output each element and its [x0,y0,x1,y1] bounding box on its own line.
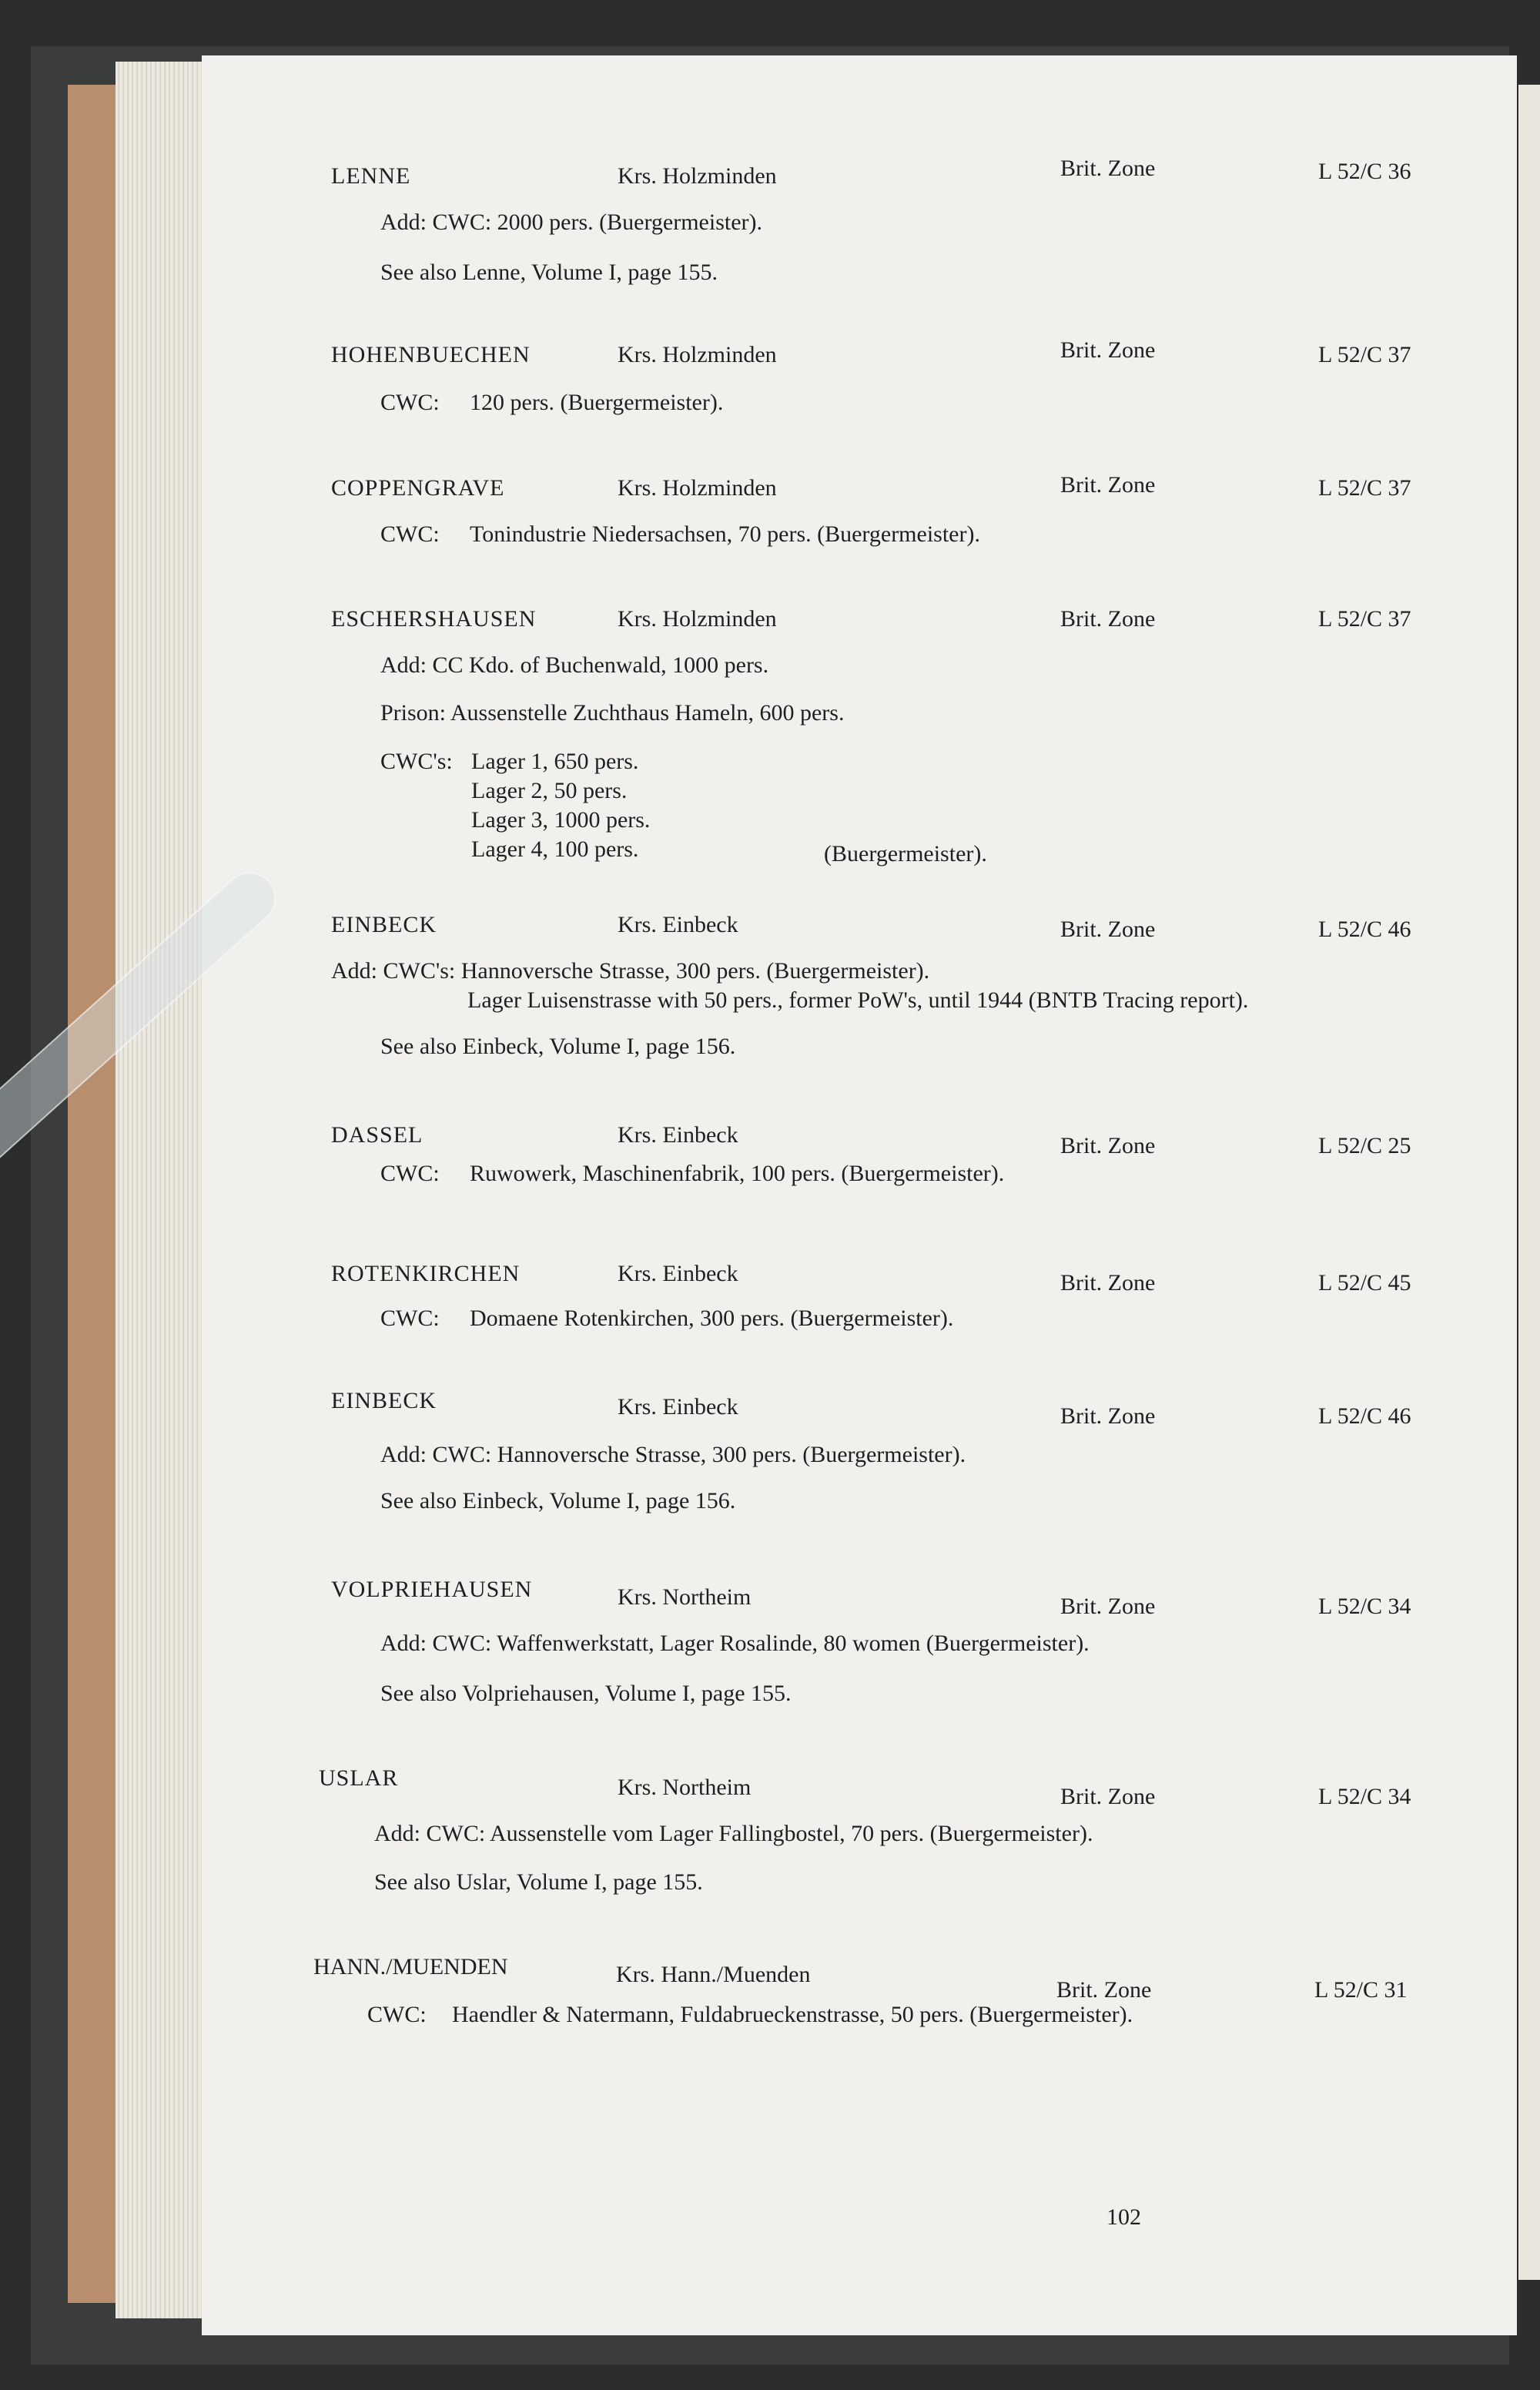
place-name: ESCHERSHAUSEN [331,606,537,632]
entry-line [380,1631,1090,1657]
line-label: Add: [374,1821,420,1846]
place-name: EINBECK [331,912,437,937]
reference: L 52/C 37 [1318,342,1411,367]
line-text: CWC's: Hannoversche Strasse, 300 pers. (Buergermeister). [383,958,930,984]
line-label: CWC's: [380,749,453,774]
entry-line [367,2002,1133,2028]
entry-line: Lager Luisenstrasse with 50 pers., former PoW's, until 1944 (BNTB Tracing report). [467,987,1249,1013]
entry-line [380,700,844,726]
district: Krs. Einbeck [618,1394,738,1420]
place-name: HANN./MUENDEN [313,1954,508,1979]
line-text: Tonindustrie Niedersachsen, 70 pers. (Buergermeister). [470,521,980,547]
reference: L 52/C 46 [1318,1403,1411,1429]
entry-line: See also Lenne, Volume I, page 155. [380,260,718,285]
zone: Brit. Zone [1060,472,1156,498]
entry-line: See also Einbeck, Volume I, page 156. [380,1488,736,1513]
entry-line: See also Volpriehausen, Volume I, page 155. [380,1681,792,1706]
line-label: Add: [331,958,377,984]
line-text: CWC: Hannoversche Strasse, 300 pers. (Buergermeister). [432,1442,966,1467]
district: Krs. Holzminden [618,606,777,632]
line-text: Ruwowerk, Maschinenfabrik, 100 pers. (Buergermeister). [470,1161,1005,1186]
line-label: Prison: [380,700,447,726]
district: Krs. Einbeck [618,1261,738,1286]
zone: Brit. Zone [1060,917,1156,942]
zone: Brit. Zone [1060,1784,1156,1809]
line-label: CWC: [380,521,440,547]
next-page-edge [1518,85,1540,2280]
place-name: DASSEL [331,1122,424,1148]
reference: L 52/C 45 [1318,1270,1411,1296]
reference: L 52/C 34 [1318,1594,1411,1619]
place-name: ROTENKIRCHEN [331,1261,521,1286]
reference: L 52/C 31 [1314,1977,1408,2003]
district: Krs. Einbeck [618,912,738,937]
place-name: LENNE [331,163,411,189]
entry-line: See also Uslar, Volume I, page 155. [374,1869,703,1895]
line-text: CWC: 2000 pers. (Buergermeister). [432,210,763,235]
district: Krs. Einbeck [618,1122,738,1148]
line-text: Haendler & Natermann, Fuldabrueckenstrasse, 50 pers. (Buergermeister). [452,2002,1133,2027]
place-name: COPPENGRAVE [331,475,505,501]
reference: L 52/C 25 [1318,1133,1411,1158]
reference: L 52/C 37 [1318,475,1411,501]
reference: L 52/C 34 [1318,1784,1411,1809]
zone: Brit. Zone [1056,1977,1152,2003]
line-text: CC Kdo. of Buchenwald, 1000 pers. [432,652,769,678]
entry-line: Lager 2, 50 pers. [471,778,628,803]
line-label: Add: [380,1442,427,1467]
reference: L 52/C 46 [1318,917,1411,942]
zone: Brit. Zone [1060,606,1156,632]
book-page [202,55,1517,2335]
place-name: VOLPRIEHAUSEN [331,1577,533,1602]
entry-line [380,390,723,416]
place-name: USLAR [319,1765,399,1791]
reference: L 52/C 36 [1318,159,1411,184]
entry-line [380,1306,953,1332]
entry-line [380,210,762,236]
line-label: Add: [380,1631,427,1656]
entry-line [380,1442,966,1468]
line-text: CWC: Aussenstelle vom Lager Fallingbostel, 70 pers. (Buergermeister). [426,1821,1093,1846]
line-label: CWC: [380,1161,440,1186]
zone: Brit. Zone [1060,1270,1156,1296]
entry-line [380,1161,1004,1187]
zone: Brit. Zone [1060,1133,1156,1158]
district: Krs. Northeim [618,1775,752,1800]
district: Krs. Hann./Muenden [616,1962,811,1987]
line-label: Add: [380,652,427,678]
entry-line: Lager 3, 1000 pers. [471,807,651,833]
reference: L 52/C 37 [1318,606,1411,632]
line-label: CWC: [380,1306,440,1331]
entry-line [331,958,929,984]
zone: Brit. Zone [1060,337,1156,363]
district: Krs. Holzminden [618,163,777,189]
line-text: Aussenstelle Zuchthaus Hameln, 600 pers. [450,700,845,726]
district: Krs. Northeim [618,1584,752,1610]
page-edges [116,62,208,2318]
district: Krs. Holzminden [618,475,777,501]
entry-line: See also Einbeck, Volume I, page 156. [380,1034,736,1059]
entry-line [380,652,768,679]
page-number: 102 [1106,2204,1141,2230]
entry-line: Lager 4, 100 pers. [471,836,639,862]
zone: Brit. Zone [1060,156,1156,181]
entry-line [374,1821,1093,1847]
line-text: Lager 1, 650 pers. [471,749,639,774]
line-label: Add: [380,210,427,235]
district: Krs. Holzminden [618,342,777,367]
entry-line [380,521,980,548]
line-text: CWC: Waffenwerkstatt, Lager Rosalinde, 80 women (Buergermeister). [432,1631,1090,1656]
line-label: CWC: [380,390,440,415]
place-name: HOHENBUECHEN [331,342,531,367]
zone: Brit. Zone [1060,1403,1156,1429]
line-text: 120 pers. (Buergermeister). [470,390,724,415]
entry-line: (Buergermeister). [824,841,987,867]
entry-line [380,749,638,775]
zone: Brit. Zone [1060,1594,1156,1619]
line-label: CWC: [367,2002,427,2027]
line-text: Domaene Rotenkirchen, 300 pers. (Buergermeister). [470,1306,954,1331]
place-name: EINBECK [331,1388,437,1413]
